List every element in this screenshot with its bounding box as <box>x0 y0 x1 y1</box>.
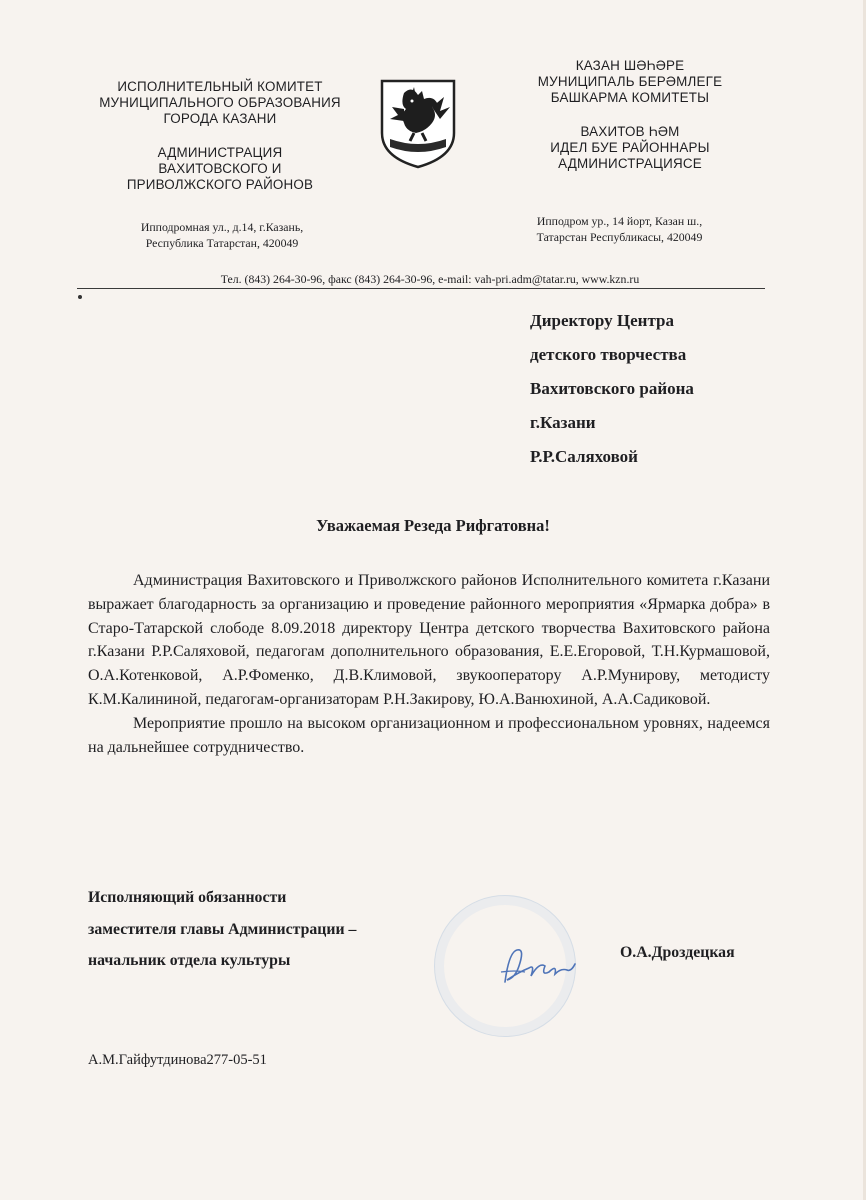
body-paragraph: Администрация Вахитовского и Приволжского районов Исполнительного комитета г.Казани выражает благодарность за организацию и проведение районного мероприятия «Ярмарка добра» в Старо-Татарской слободе 8.09.2018 директору Центра детского творчества Вахитовского района г.Казани Р.Р.Саляховой, педагогам дополнительного образования, Е.Е.Егоровой, Т.Н.Курмашовой, О.А.Котенковой, А.Р.Фоменко, Д.В.Климовой, звукооператору А.Р.Мунирову, методисту К.М.Калининой, педагогам-организаторам Р.Н.Закирову, Ю.А.Ванюхиной, А.А.Садиковой. <box>88 572 770 708</box>
header-left-dept-line: ПРИВОЛЖСКОГО РАЙОНОВ <box>126 177 314 192</box>
executor-note: А.М.Гайфутдинова277-05-51 <box>88 1052 267 1068</box>
header-right-dept-line: ИДЕЛ БУЕ РАЙОННАРЫ <box>550 140 710 155</box>
header-right-block <box>502 58 758 172</box>
header-left-org-line: ГОРОДА КАЗАНИ <box>163 111 277 126</box>
kazan-coat-of-arms-icon <box>374 77 462 169</box>
contact-line: Тел. (843) 264-30-96, факс (843) 264-30-96, e-mail: vah-pri.adm@tatar.ru, www.kzn.ru <box>220 272 640 286</box>
header-right-address-line: Татарстан Республикасы, 420049 <box>536 230 703 244</box>
header-left-address-line: Республика Татарстан, 420049 <box>145 236 299 250</box>
signatory-title-line: заместителя главы Администрации – <box>88 920 357 938</box>
addressee-line: Вахитовского района <box>530 379 694 398</box>
addressee-line: Директору Центра <box>530 311 674 330</box>
addressee-line: Р.Р.Саляховой <box>530 447 638 466</box>
header-right-org-line: КАЗАН ШӘҺӘРЕ <box>575 58 685 73</box>
signatory-title <box>88 882 356 977</box>
header-right-dept-line: АДМИНИСТРАЦИЯСЕ <box>558 156 702 171</box>
header-left-address-line: Ипподромная ул., д.14, г.Казань, <box>140 220 304 234</box>
greeting: Уважаемая Резеда Рифгатовна! <box>316 516 550 535</box>
header-left-address <box>112 219 332 251</box>
signatory-name: О.А.Дроздецкая <box>620 944 735 961</box>
header-right-org-line: БАШКАРМА КОМИТЕТЫ <box>550 90 710 105</box>
header-divider <box>77 288 765 289</box>
signatory-title-line: начальник отдела культуры <box>88 952 291 969</box>
body-paragraph: Мероприятие прошло на высоком организационном и профессиональном уровнях, надеемся на дальнейшее сотрудничество. <box>88 714 770 756</box>
header-right-dept-line: ВАХИТОВ ҺӘМ <box>580 124 680 139</box>
scan-speck <box>78 295 82 299</box>
signatory-title-line: Исполняющий обязанности <box>88 889 287 906</box>
addressee-block <box>530 304 694 474</box>
addressee-line: детского творчества <box>530 345 687 364</box>
header-left-dept-line: ВАХИТОВСКОГО И <box>158 161 282 176</box>
letter-body <box>88 569 770 759</box>
addressee-line: г.Казани <box>530 413 596 432</box>
header-right-org-line: МУНИЦИПАЛЬ БЕРӘМЛЕГЕ <box>537 74 723 89</box>
header-left-block <box>70 79 370 193</box>
header-right-address <box>512 213 727 245</box>
header-left-dept-line: АДМИНИСТРАЦИЯ <box>157 145 283 160</box>
header-right-address-line: Ипподром ур., 14 йорт, Казан ш., <box>536 214 703 228</box>
header-left-org-line: МУНИЦИПАЛЬНОГО ОБРАЗОВАНИЯ <box>99 95 341 110</box>
handwritten-signature <box>495 942 580 990</box>
header-left-org-line: ИСПОЛНИТЕЛЬНЫЙ КОМИТЕТ <box>117 79 323 94</box>
